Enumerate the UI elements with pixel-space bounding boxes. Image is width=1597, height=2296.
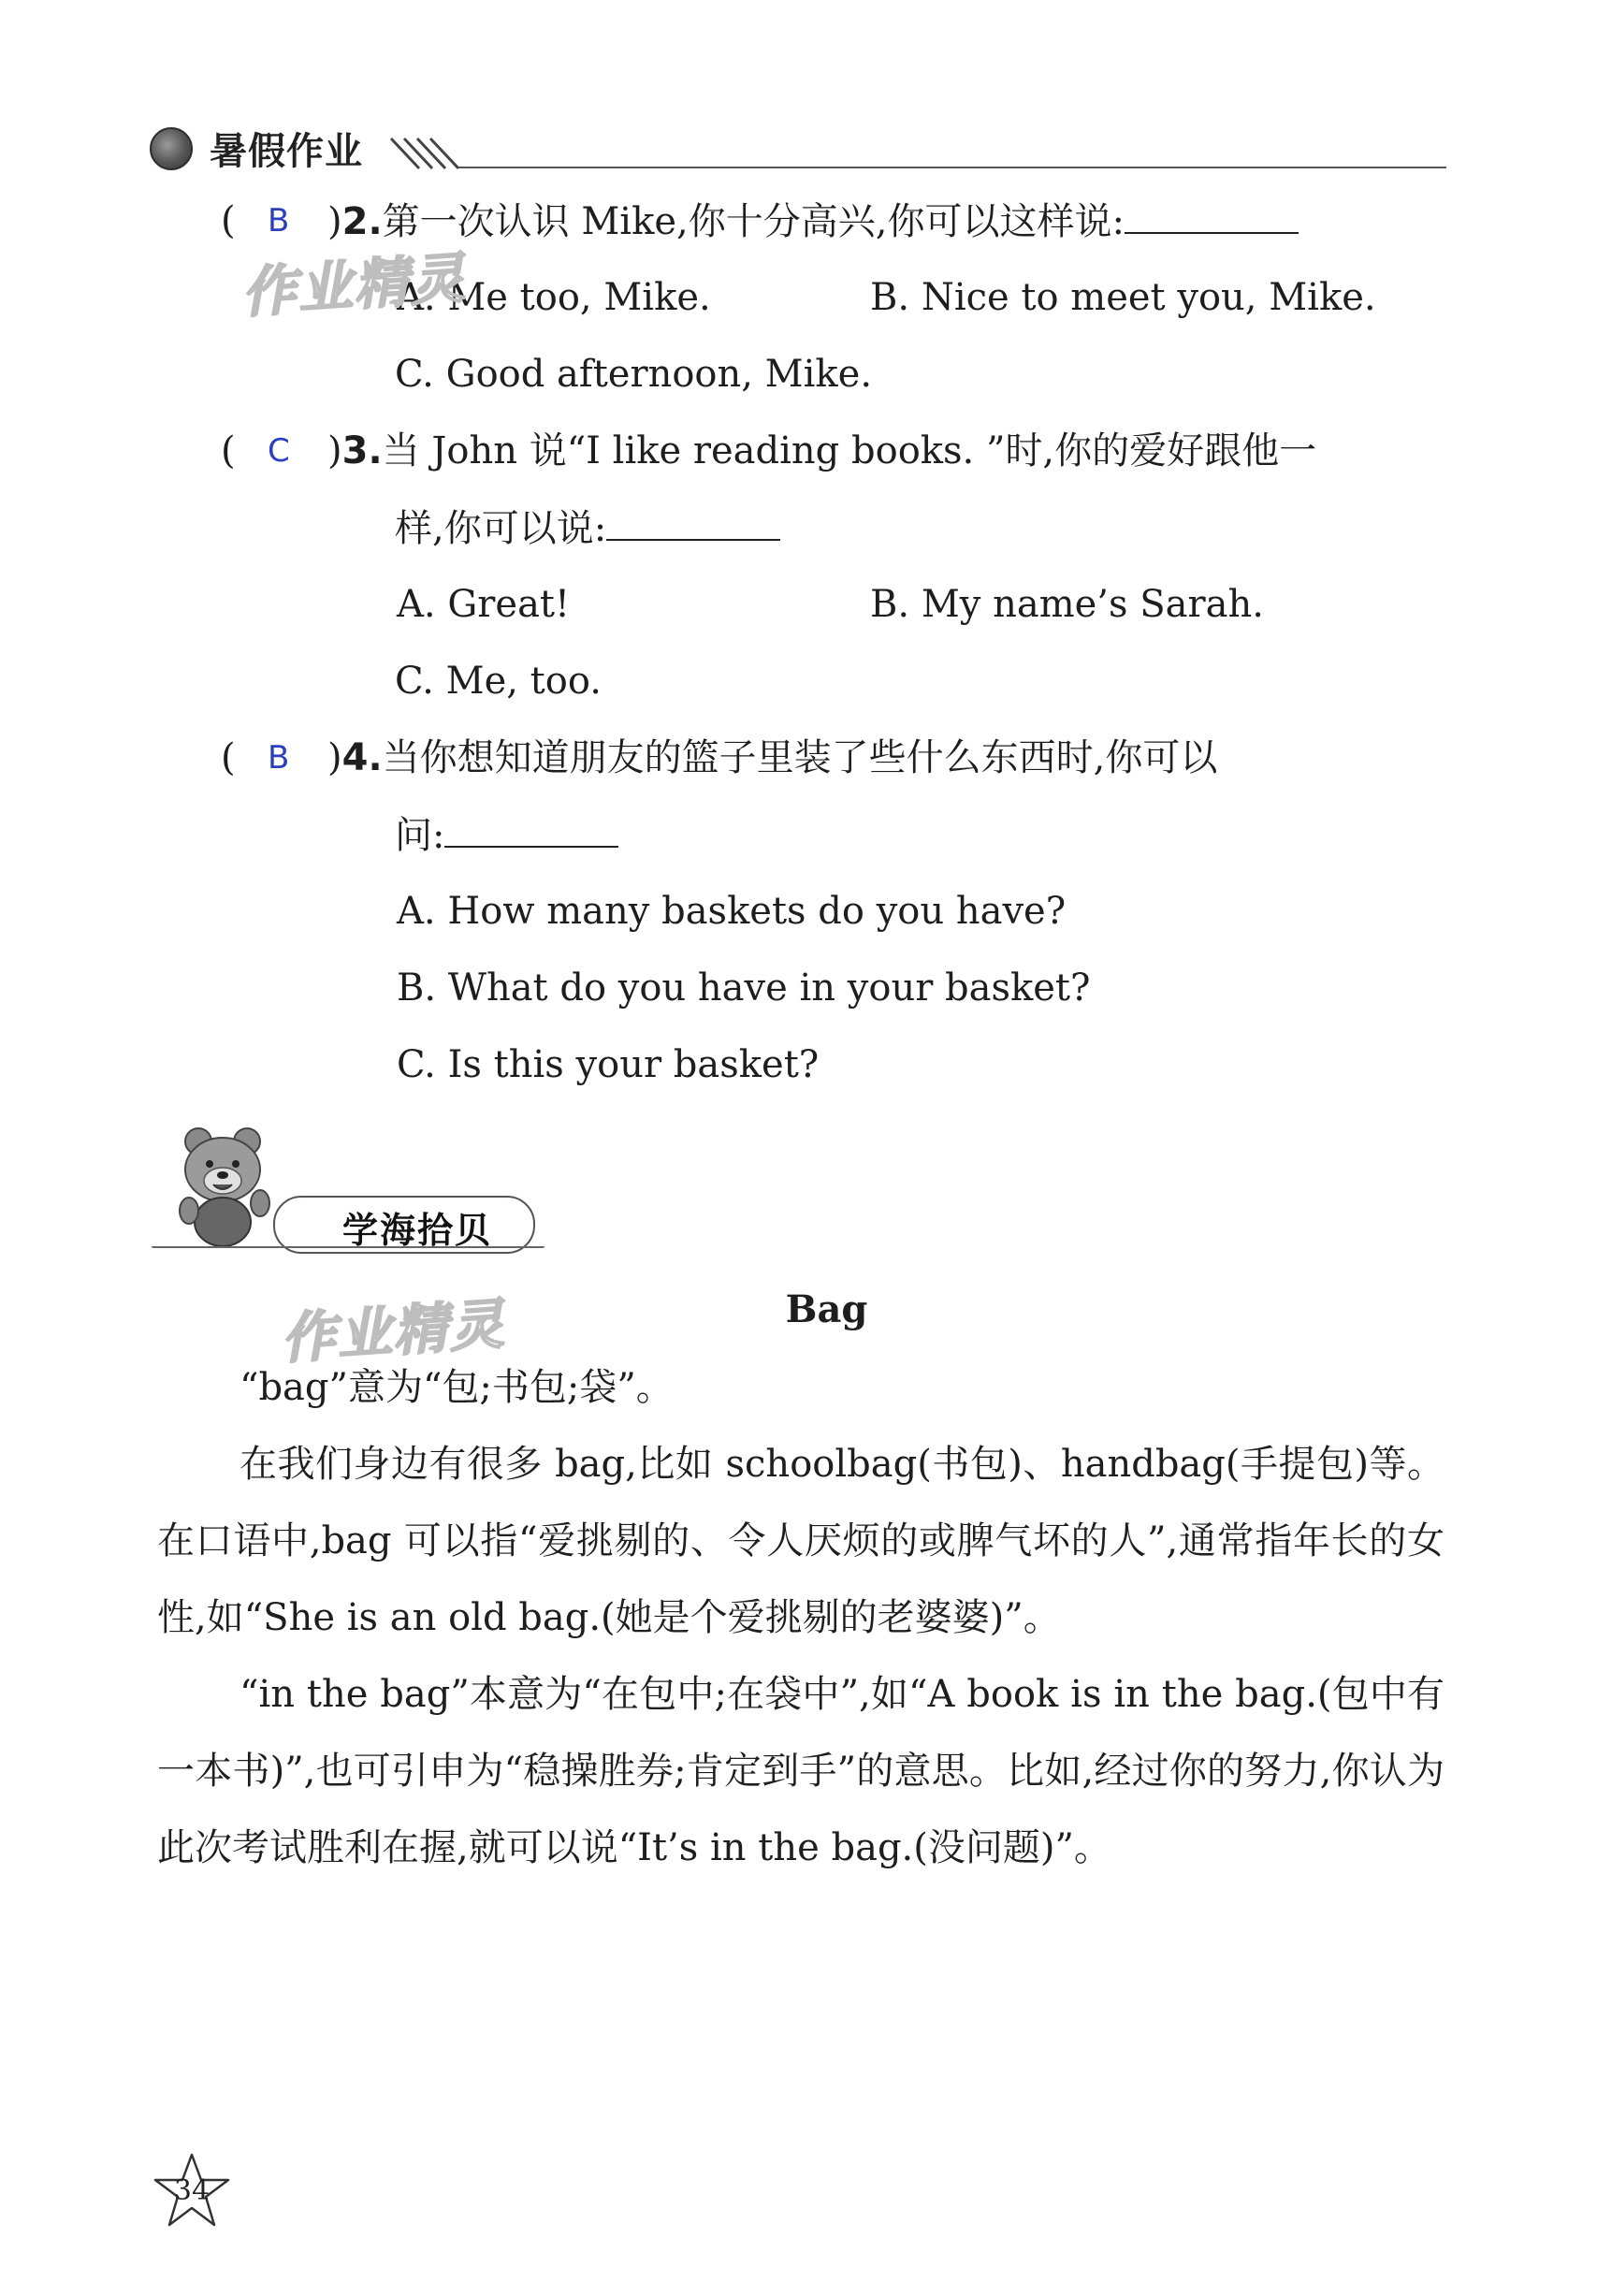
question-number: 2. [341, 200, 383, 243]
watermark: 作业精灵 [279, 1291, 508, 1372]
header-circle-icon [150, 127, 193, 170]
option-q3-c: C. Me, too. [395, 660, 602, 703]
section-title: 学海拾贝 [342, 1210, 493, 1251]
option-q3-b: B. My name’s Sarah. [870, 583, 1264, 626]
question-prompt-line2: 问: [395, 814, 445, 857]
question-prompt-line1: 当你想知道朋友的篮子里装了些什么东西时,你可以 [382, 736, 1218, 779]
header-slashes-icon [384, 120, 458, 176]
answer-blank [1125, 198, 1299, 234]
option-q2-a: A. Me too, Mike. [397, 276, 711, 319]
article-paragraph: 在我们身边有很多 bag,比如 schoolbag(书包)、handbag(手提包)等。在口语中,bag 可以指“爱挑剔的、令人厌烦的或脾气坏的人”,通常指年长的女性,如“She is an old bag.(她是个爱挑剔的老婆婆)”。 [157, 1443, 1445, 1639]
question-number: 4. [341, 736, 383, 779]
section-title-pill [273, 1196, 535, 1254]
banner-underline [152, 1246, 544, 1248]
question-prompt: 第一次认识 Mike,你十分高兴,你可以这样说: [382, 200, 1125, 243]
answer-blank [606, 505, 780, 541]
answer-paren-open: ( [221, 199, 236, 242]
answer-blank [444, 812, 618, 848]
page-header [150, 120, 1446, 176]
header-rule [458, 167, 1446, 168]
option-q3-a: A. Great! [397, 583, 571, 626]
answer-paren-open: ( [221, 736, 236, 779]
article-paragraph: “in the bag”本意为“在包中;在袋中”,如“A book is in the bag.(包中有一本书)”,也可引申为“稳操胜券;肯定到手”的意思。比如,经过你的努力,你认为此次考试胜利在握,就可以说“It’s in the bag.(没问题)”。 [157, 1673, 1445, 1869]
article-paragraph: “bag”意为“包;书包;袋”。 [240, 1366, 674, 1409]
page-number: 34 [173, 2174, 211, 2207]
article-title: Bag [785, 1287, 868, 1331]
question-4-line2 [395, 812, 618, 858]
option-q4-b: B. What do you have in your basket? [397, 966, 1091, 1010]
watermark: 作业精灵 [240, 245, 469, 326]
option-q2-b: B. Nice to meet you, Mike. [870, 276, 1376, 319]
question-prompt-line1: 当 John 说“I like reading books. ”时,你的爱好跟他一 [382, 429, 1317, 472]
section-banner [152, 1186, 544, 1252]
option-q4-a: A. How many baskets do you have? [397, 890, 1067, 933]
answer-paren-open: ( [221, 429, 236, 472]
question-2: )2.第一次认识 Mike,你十分高兴,你可以这样说: [327, 198, 1299, 244]
answer-q4: B [268, 739, 290, 777]
header-title: 暑假作业 [210, 130, 363, 173]
article-body [157, 1349, 1445, 1886]
bear-mascot-icon [170, 1121, 273, 1252]
question-3: )3.当 John 说“I like reading books. ”时,你的爱好跟他一 [327, 429, 1317, 472]
answer-q3: C [268, 432, 290, 470]
answer-q2: B [268, 202, 290, 240]
question-number: 3. [341, 429, 383, 472]
page-number-badge [152, 2152, 232, 2229]
option-q4-c: C. Is this your basket? [397, 1043, 820, 1086]
question-3-line2 [395, 505, 780, 551]
question-4: )4.当你想知道朋友的篮子里装了些什么东西时,你可以 [327, 736, 1218, 779]
question-prompt-line2: 样,你可以说: [395, 507, 607, 550]
option-q2-c: C. Good afternoon, Mike. [395, 353, 873, 396]
